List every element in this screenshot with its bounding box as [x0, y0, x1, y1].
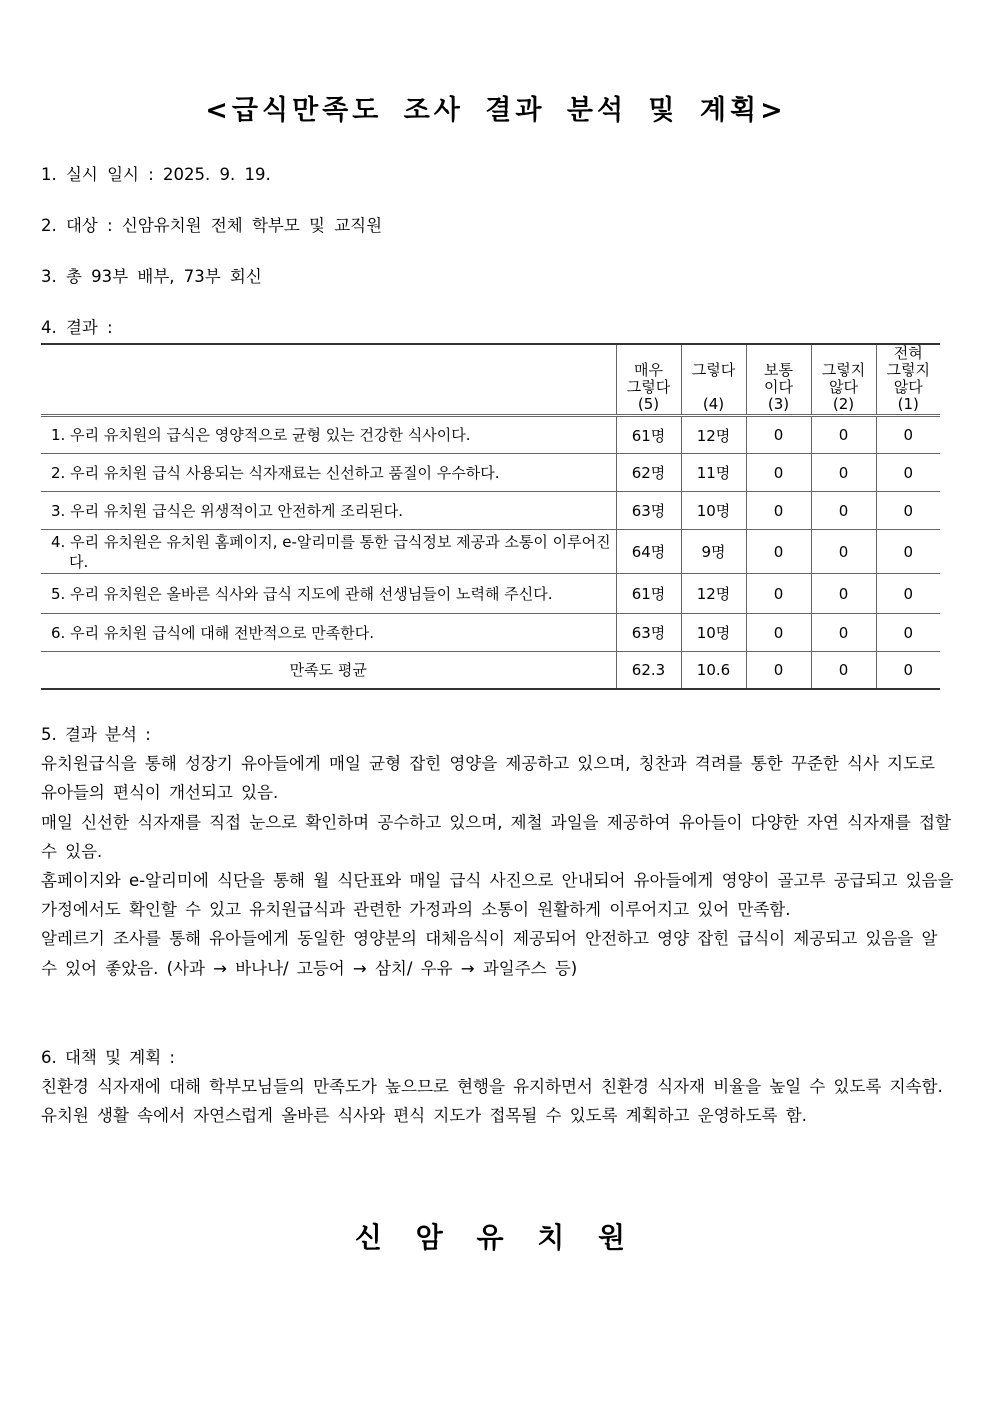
plan-paragraph: 친환경 식자재에 대해 학부모님들의 만족도가 높으므로 현행을 유지하면서 친환경 식자재 비율을 높일 수 있도록 지속함.	[41, 1077, 943, 1097]
table-row	[41, 614, 940, 652]
plan-heading: 6. 대책 및 계획 :	[41, 1048, 175, 1067]
header-score-1: 전혀 그렇지 않다 (1)	[876, 344, 940, 416]
table-row	[41, 492, 940, 530]
response-count-cell: 0	[811, 492, 876, 530]
question-text: 1. 우리 유치원의 급식은 영양적으로 균형 있는 건강한 식사이다.	[51, 426, 471, 444]
analysis-paragraph: 매일 신선한 식자재를 직접 눈으로 확인하며 공수하고 있으며, 제철 과일을 제공하여 유아들이 다양한 자연 식자재를 접할 수 있음.	[41, 812, 951, 861]
response-count-cell: 0	[876, 492, 940, 530]
header-score-5: 매우 그렇다 (5)	[616, 344, 681, 416]
response-count-cell: 0	[746, 492, 811, 530]
table-row	[41, 574, 940, 614]
response-count-cell: 0	[876, 416, 940, 454]
average-value-cell: 0	[811, 652, 876, 689]
response-count-cell: 0	[876, 454, 940, 492]
response-count-cell: 63명	[616, 614, 681, 652]
response-count-cell: 61명	[616, 574, 681, 614]
response-count-cell: 63명	[616, 492, 681, 530]
response-count-cell: 0	[876, 614, 940, 652]
question-text: 4. 우리 유치원은 유치원 홈페이지, e-알리미를 통한 급식정보 제공과 소통이 이루어진다.	[51, 532, 611, 571]
response-count-cell: 0	[811, 416, 876, 454]
survey-target: 2. 대상 : 신암유치원 전체 학부모 및 교직원	[41, 216, 383, 235]
analysis-paragraph: 홈페이지와 e-알리미에 식단을 통해 월 식단표와 매일 급식 사진으로 안내되어 유아들에게 영양이 골고루 공급되고 있음을 가정에서도 확인할 수 있고 유치원급식과 관련한 가정과의 소통이 원활하게 이루어지고 있어 만족함.	[41, 871, 954, 920]
plan-paragraph: 유치원 생활 속에서 자연스럽게 올바른 식사와 편식 지도가 접목될 수 있도록 계획하고 운영하도록 함.	[41, 1106, 807, 1126]
response-count-cell: 0	[876, 574, 940, 614]
average-value-cell: 0	[876, 652, 940, 689]
response-count-cell: 0	[876, 530, 940, 574]
response-count-cell: 0	[811, 530, 876, 574]
question-cell	[41, 454, 616, 492]
response-count-cell: 0	[746, 416, 811, 454]
question-cell	[41, 530, 616, 574]
header-score-4: 그렇다 (4)	[681, 344, 746, 416]
response-count-cell: 64명	[616, 530, 681, 574]
question-cell	[41, 492, 616, 530]
question-text: 3. 우리 유치원 급식은 위생적이고 안전하게 조리된다.	[51, 501, 403, 520]
table-row	[41, 416, 940, 454]
response-count-cell: 62명	[616, 454, 681, 492]
response-count-cell: 0	[746, 530, 811, 574]
average-value-cell: 0	[746, 652, 811, 689]
response-count-cell: 0	[811, 454, 876, 492]
response-count-cell: 0	[746, 574, 811, 614]
table-row	[41, 530, 940, 574]
kindergarten-name: 신 암 유 치 원	[354, 1221, 638, 1254]
analysis-paragraph: 유치원급식을 통해 성장기 유아들에게 매일 균형 잡힌 영양을 제공하고 있으며, 칭찬과 격려를 통한 꾸준한 식사 지도로 유아들의 편식이 개선되고 있음.	[41, 754, 935, 803]
average-value-cell: 10.6	[681, 652, 746, 689]
response-count-cell: 10명	[681, 492, 746, 530]
table-row	[41, 454, 940, 492]
response-count-cell: 61명	[616, 416, 681, 454]
document-title: <급식만족도 조사 결과 분석 및 계획>	[205, 95, 787, 126]
response-count-cell: 0	[746, 614, 811, 652]
response-count-cell: 0	[746, 454, 811, 492]
response-count-cell: 10명	[681, 614, 746, 652]
header-score-2: 그렇지 않다 (2)	[811, 344, 876, 416]
result-table	[41, 343, 940, 690]
response-count-cell: 0	[811, 614, 876, 652]
result-heading: 4. 결과 :	[41, 318, 113, 337]
table-header-row	[41, 344, 940, 416]
question-header	[41, 344, 616, 416]
survey-count: 3. 총 93부 배부, 73부 회신	[41, 267, 262, 286]
average-value-cell: 62.3	[616, 652, 681, 689]
analysis-paragraph: 알레르기 조사를 통해 유아들에게 동일한 영양분의 대체음식이 제공되어 안전하고 영양 잡힌 급식이 제공되고 있음을 알 수 있어 좋았음. (사과 → 바나나/ 고등어 → 삼치/ 우유 → 과일주스 등)	[41, 929, 938, 978]
response-count-cell: 12명	[681, 574, 746, 614]
question-cell	[41, 416, 616, 454]
survey-date: 1. 실시 일시 : 2025. 9. 19.	[41, 165, 271, 184]
response-count-cell: 0	[811, 574, 876, 614]
average-label: 만족도 평균	[41, 652, 616, 689]
analysis-section	[41, 720, 959, 983]
response-count-cell: 12명	[681, 416, 746, 454]
response-count-cell: 11명	[681, 454, 746, 492]
question-cell	[41, 574, 616, 614]
question-text: 5. 우리 유치원은 올바른 식사와 급식 지도에 관해 선생님들이 노력해 주신다.	[51, 584, 553, 603]
question-text: 2. 우리 유치원 급식 사용되는 식자재료는 신선하고 품질이 우수하다.	[51, 463, 500, 482]
response-count-cell: 9명	[681, 530, 746, 574]
average-row	[41, 652, 940, 689]
question-cell	[41, 614, 616, 652]
plan-section	[41, 1043, 959, 1131]
analysis-heading: 5. 결과 분석 :	[41, 725, 151, 744]
question-text: 6. 우리 유치원 급식에 대해 전반적으로 만족한다.	[51, 623, 374, 642]
header-score-3: 보통 이다 (3)	[746, 344, 811, 416]
